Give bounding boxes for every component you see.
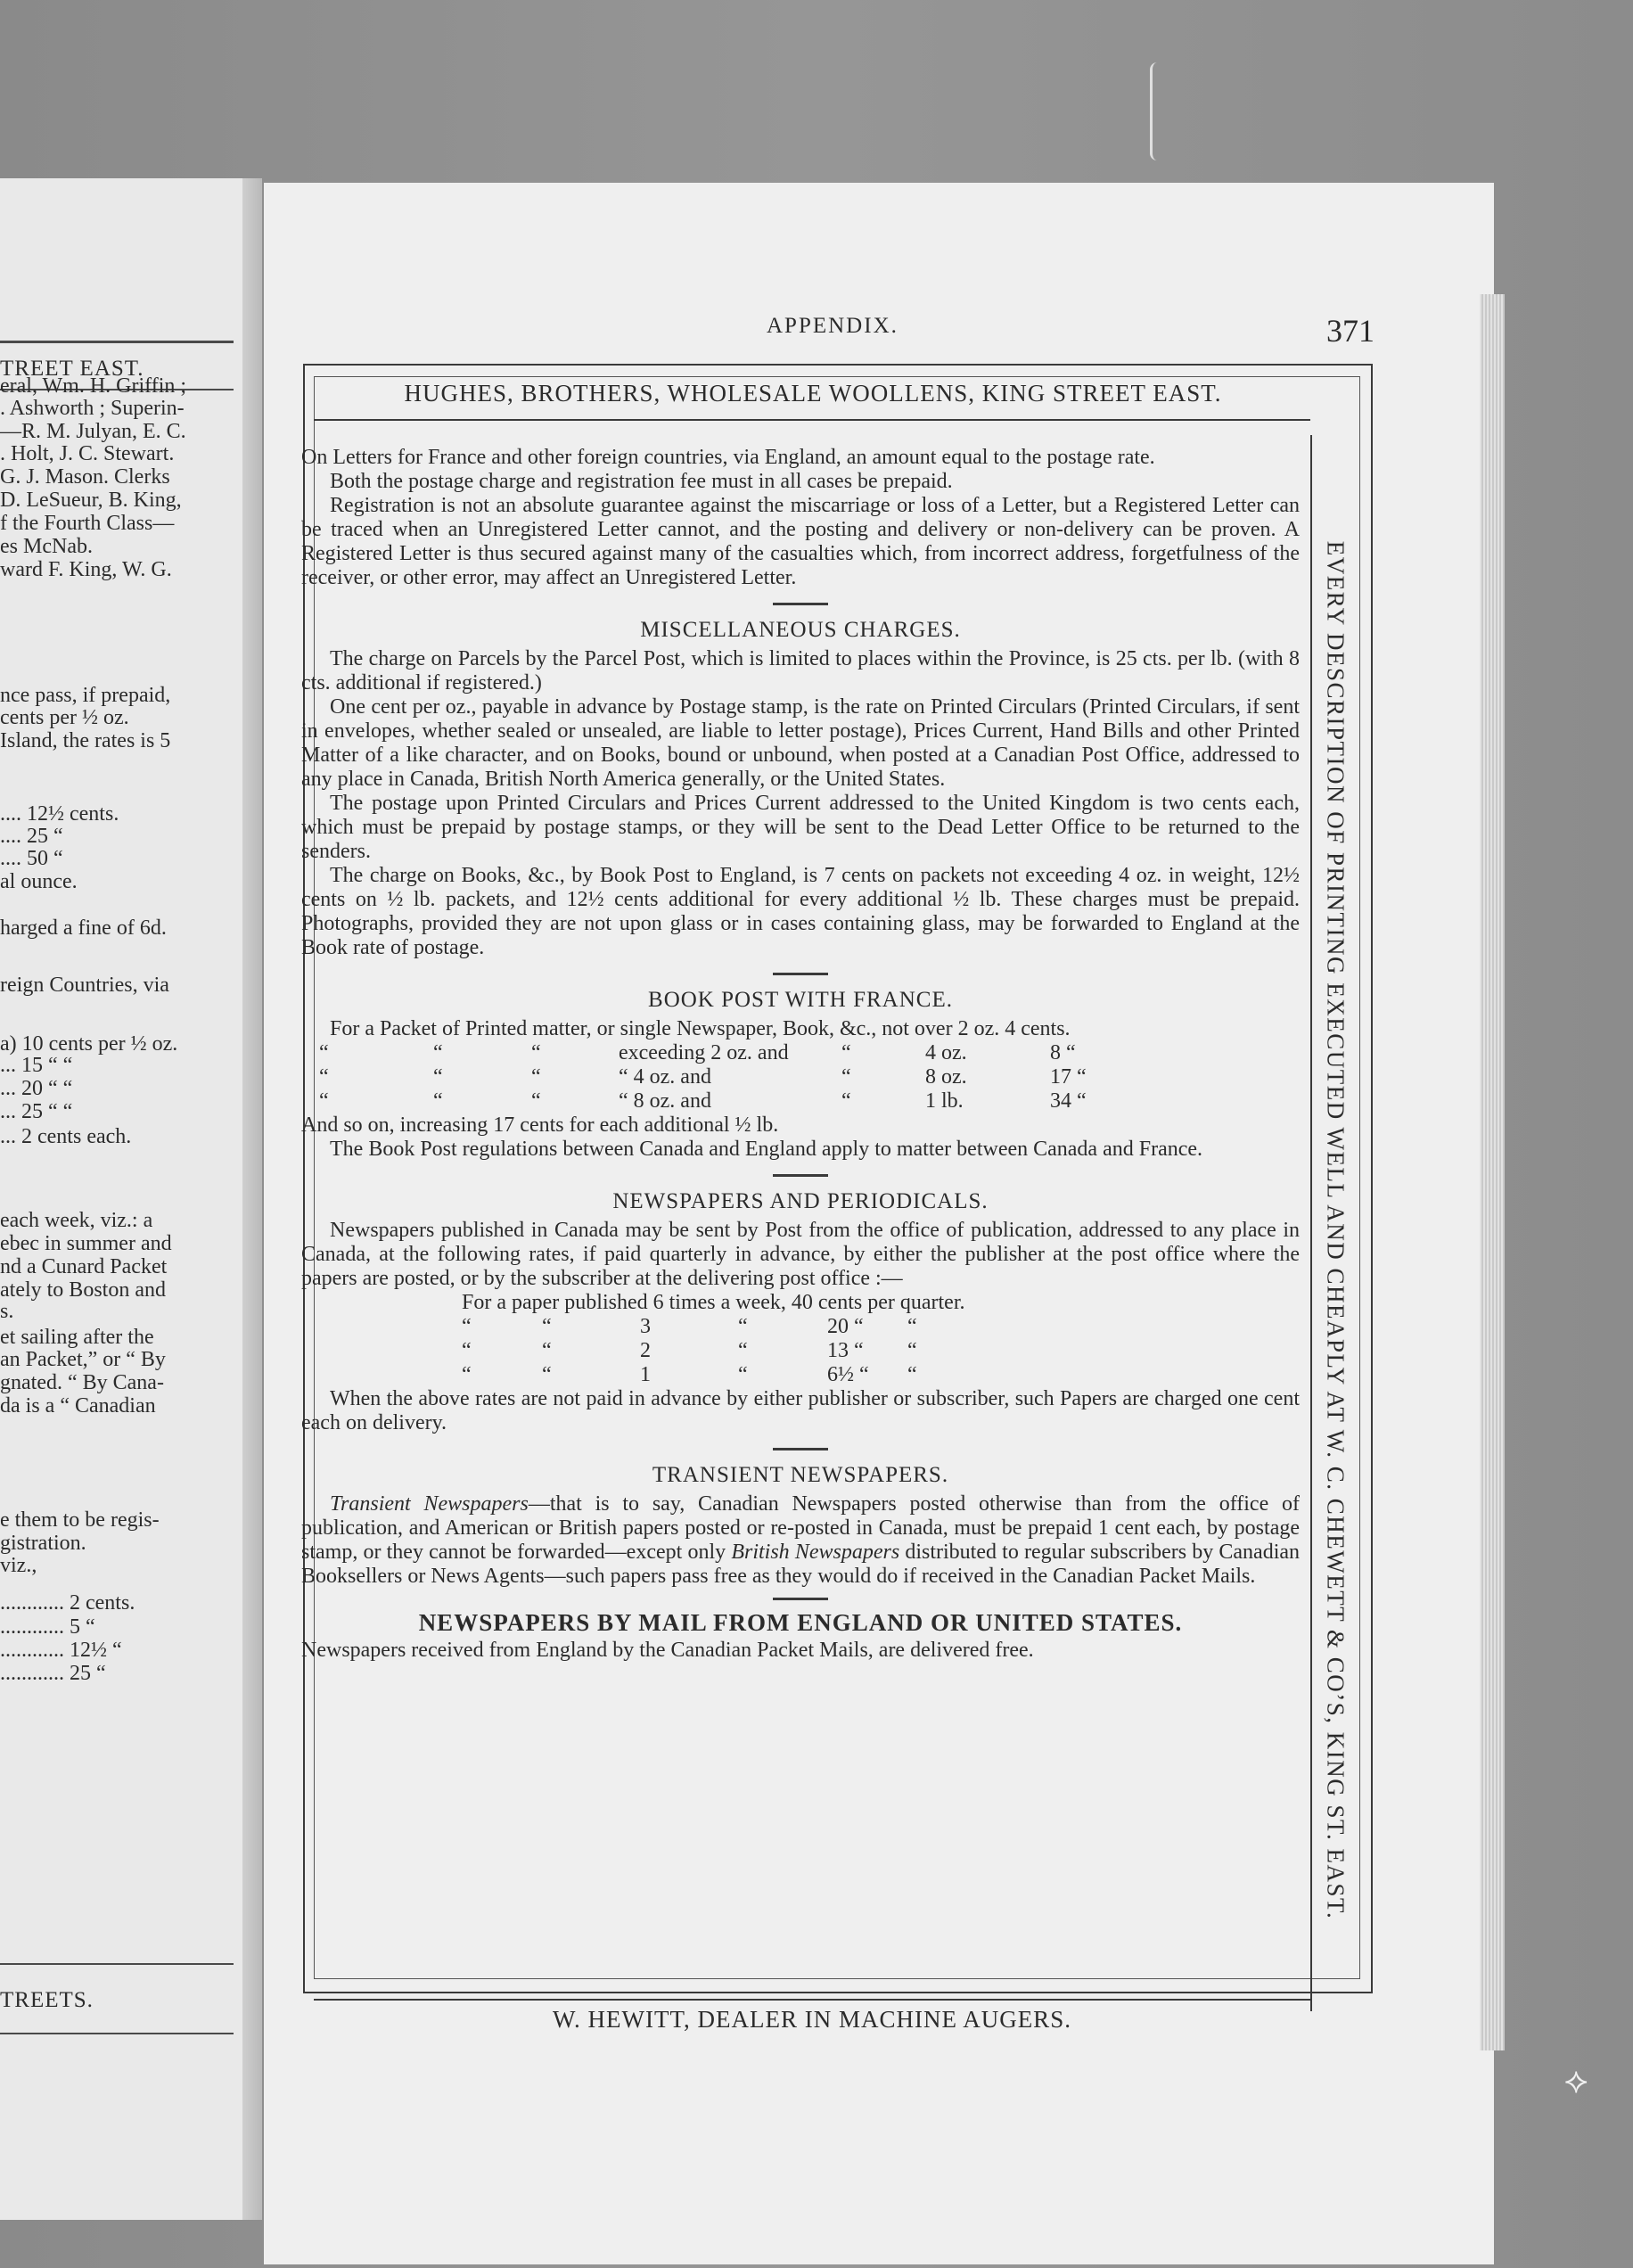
left-footer-header: TREETS.	[0, 1988, 94, 2012]
newspaper-rate-cell: “	[738, 1315, 748, 1338]
left-page-line: s.	[0, 1300, 14, 1323]
misc-paragraph-4: The charge on Books, &c., by Book Post to England, is 7 cents on packets not exceeding 4 oz. in weight, 12½ cents on ½ lb. packets, and 12½ cents additional for every additional ½ lb. These charges must be prepaid. Photographs, provided they are not upon glass or in cases containing glass, may be forwarded to England at the Book rate of postage.	[301, 864, 1300, 959]
transient-text-1: —that is to say, Canadian Newspapers posted otherwise than from the office of publication, and American or British papers posted or re-posted in Canada, must be prepaid 1 cent each, by postage stamp, or they cannot be forwarded—except only	[301, 1492, 1301, 1564]
newspaper-rate-cell: “	[738, 1339, 748, 1362]
left-page-line: .... 50 “	[0, 847, 63, 870]
book-post-cell: 1 lb.	[925, 1089, 964, 1113]
section-divider	[773, 1174, 828, 1177]
running-head: APPENDIX.	[767, 314, 899, 338]
transient-lead: Transient Newspapers	[330, 1492, 529, 1516]
book-post-first-line: For a Packet of Printed matter, or single Newspaper, Book, &c., not over 2 oz. 4 cents.	[330, 1017, 1071, 1040]
section-divider	[773, 1598, 828, 1600]
newspaper-rate-cell: 13 “	[827, 1339, 864, 1362]
book-post-cell: 8 “	[1050, 1041, 1076, 1064]
left-page-line: al ounce.	[0, 870, 78, 893]
newspapers-paragraph-1: Newspapers published in Canada may be sent by Post from the office of publication, addressed to any place in Canada, at the following rates, if paid quarterly in advance, by either the publisher at the post office where the papers are posted, or by the subscriber at the delivering post office :—	[301, 1219, 1300, 1290]
book-post-cell: “	[841, 1089, 851, 1113]
transient-lead-2: British Newspapers	[731, 1541, 900, 1564]
left-footer-rule	[0, 1963, 234, 1965]
left-page-line: D. LeSueur, B. King,	[0, 489, 182, 512]
left-page-line: .... 12½ cents.	[0, 802, 119, 826]
left-page-line: nd a Cunard Packet	[0, 1255, 168, 1278]
page-number: 371	[1326, 313, 1375, 349]
newspapers-heading: NEWSPAPERS AND PERIODICALS.	[612, 1189, 989, 1213]
left-page-line: ... 20 “ “	[0, 1077, 73, 1100]
left-page-line: et sailing after the	[0, 1326, 154, 1349]
book-post-cell: “	[531, 1041, 541, 1064]
left-page-line: gistration.	[0, 1532, 86, 1555]
newspaper-rate-cell: “	[738, 1363, 748, 1386]
left-page-line: an Packet,” or “ By	[0, 1348, 166, 1371]
book-post-note: The Book Post regulations between Canada and England apply to matter between Canada and France.	[330, 1138, 1203, 1161]
book-post-cell: “ 8 oz. and	[619, 1089, 711, 1113]
newspaper-rate-cell: “	[542, 1363, 552, 1386]
left-page-line: nce pass, if prepaid,	[0, 684, 171, 707]
side-ad-rule	[1310, 435, 1312, 2011]
side-advertisement-text: EVERY DESCRIPTION OF PRINTING EXECUTED WELL AND CHEAPLY AT W. C. CHEWETT & CO’S, KING ST. EAST.	[1322, 540, 1350, 1920]
left-page-line: ward F. King, W. G.	[0, 558, 172, 581]
left-page-line: ............ 12½ “	[0, 1639, 122, 1662]
left-page-line: ately to Boston and	[0, 1278, 166, 1302]
newspaper-rate-cell: 1	[640, 1363, 651, 1386]
misc-paragraph-2: One cent per oz., payable in advance by Postage stamp, is the rate on Printed Circulars (Printed Circulars, if sent in envelopes, whether sealed or unsealed, are liable to letter postage), Prices Current, Hand Bills and other Printed Matter of a like character, and on Books, bound or unbound, when posted at a Canadian Post Office, addressed to any place in Canada, British North America generally, or the United States.	[301, 695, 1300, 791]
transient-paragraph	[301, 1492, 1300, 1589]
left-page-line: . Ashworth ; Superin-	[0, 397, 185, 420]
binding-clip-mark	[1150, 62, 1167, 160]
book-post-cell: “	[841, 1065, 851, 1089]
book-post-cell: “	[319, 1041, 329, 1064]
book-post-cell: “	[841, 1041, 851, 1064]
left-header-rule	[0, 341, 234, 343]
left-page-line: da is a “ Canadian	[0, 1394, 156, 1418]
book-post-cell: “	[433, 1041, 443, 1064]
intro-paragraph-3: Registration is not an absolute guarantee against the miscarriage or loss of a Letter, but a Registered Letter can be traced when an Unregistered Letter cannot, and the posting and delivery or non-delivery can be proven. A Registered Letter is thus secured against many of the casualties which, from incorrect address, forgetfulness of the receiver, or other error, may affect an Unregistered Letter.	[301, 494, 1300, 589]
top-advertisement: HUGHES, BROTHERS, WHOLESALE WOOLLENS, KING STREET EAST.	[404, 380, 1222, 407]
left-page-line: ............ 2 cents.	[0, 1591, 135, 1615]
left-page-line: ... 25 “ “	[0, 1100, 73, 1123]
transient-text-2: distributed to regular subscribers by Canadian Booksellers or News Agents—such papers pass free as they would do if received in the Canadian Packet Mails.	[301, 1541, 1301, 1588]
page-content	[301, 446, 1300, 1663]
left-footer-underline	[0, 2033, 234, 2034]
newspaper-rate-cell: “	[542, 1339, 552, 1362]
book-post-cell: “	[531, 1065, 541, 1089]
left-page-line: Island, the rates is 5	[0, 729, 171, 752]
left-page-line: gnated. “ By Cana-	[0, 1371, 164, 1394]
book-post-cell: “	[319, 1089, 329, 1113]
newspaper-rate-cell: “	[907, 1339, 917, 1362]
book-post-cell: “ 4 oz. and	[619, 1065, 711, 1089]
bottom-ad-rule	[314, 1999, 1310, 2001]
left-page-line: . Holt, J. C. Stewart.	[0, 442, 175, 465]
newspaper-rate-cell: 6½ “	[827, 1363, 869, 1386]
newspaper-rate-cell: 20 “	[827, 1315, 864, 1338]
newspaper-rate-cell: “	[907, 1315, 917, 1338]
left-page-line: ... 2 cents each.	[0, 1125, 132, 1148]
left-page-line: cents per ½ oz.	[0, 706, 129, 729]
mail-heading: NEWSPAPERS BY MAIL FROM ENGLAND OR UNITED STATES.	[418, 1609, 1183, 1636]
misc-paragraph-3: The postage upon Printed Circulars and Prices Current addressed to the United Kingdom is two cents each, which must be prepaid by postage stamps, or they will be sent to the Dead Letter Office to be returned to the senders.	[301, 792, 1300, 863]
newspaper-rate-cell: “	[907, 1363, 917, 1386]
top-ad-rule	[314, 419, 1310, 421]
left-page-line: —R. M. Julyan, E. C.	[0, 420, 186, 443]
section-divider	[773, 973, 828, 975]
newspaper-rate-cell: 3	[640, 1315, 651, 1338]
left-page-line: ............ 5 “	[0, 1615, 95, 1639]
book-post-heading: BOOK POST WITH FRANCE.	[648, 988, 953, 1012]
bottom-advertisement: W. HEWITT, DEALER IN MACHINE AUGERS.	[553, 2006, 1071, 2033]
book-post-cell: exceeding 2 oz. and	[619, 1041, 789, 1064]
book-post-cell: “	[433, 1089, 443, 1113]
left-page-line: G. J. Mason. Clerks	[0, 465, 170, 489]
book-post-cell: 17 “	[1050, 1065, 1087, 1089]
side-advertisement	[1314, 464, 1357, 1997]
page-edges	[1480, 294, 1505, 2050]
section-divider	[773, 603, 828, 605]
transient-heading: TRANSIENT NEWSPAPERS.	[652, 1463, 949, 1487]
newspaper-rate-table	[462, 1315, 1300, 1387]
left-page-line: e them to be regis-	[0, 1508, 160, 1532]
left-page-line: es McNab.	[0, 535, 93, 558]
left-page-header: TREET EAST.	[0, 357, 144, 381]
book-post-cell: 4 oz.	[925, 1041, 967, 1064]
book-post-rate-table	[319, 1041, 1300, 1113]
book-post-and-so-on: And so on, increasing 17 cents for each additional ½ lb.	[301, 1113, 779, 1137]
book-post-cell: “	[319, 1065, 329, 1089]
left-page-line: ebec in summer and	[0, 1232, 172, 1255]
misc-heading: MISCELLANEOUS CHARGES.	[640, 618, 961, 642]
mail-paragraph: Newspapers received from England by the Canadian Packet Mails, are delivered free.	[301, 1639, 1034, 1662]
newspaper-rate-cell: “	[462, 1339, 472, 1362]
section-divider	[773, 1448, 828, 1450]
intro-paragraph-1: On Letters for France and other foreign countries, via England, an amount equal to the postage rate.	[301, 446, 1155, 469]
book-post-cell: “	[531, 1089, 541, 1113]
left-page	[0, 178, 260, 2220]
newspapers-first-rate-line: For a paper published 6 times a week, 40 cents per quarter.	[462, 1291, 965, 1314]
left-page-line: ... 15 “ “	[0, 1054, 73, 1077]
newspaper-rate-cell: “	[462, 1315, 472, 1338]
book-post-cell: 8 oz.	[925, 1065, 967, 1089]
left-page-line: viz.,	[0, 1554, 37, 1577]
scanner-mark: ⟡	[1564, 2060, 1588, 2100]
left-page-line: .... 25 “	[0, 825, 63, 848]
newspaper-rate-cell: “	[462, 1363, 472, 1386]
newspaper-rate-cell: 2	[640, 1339, 651, 1362]
newspaper-rate-cell: “	[542, 1315, 552, 1338]
left-page-line: eral, Wm. H. Griffin ;	[0, 374, 187, 398]
left-page-line: f the Fourth Class—	[0, 512, 175, 535]
left-page-line: harged a fine of 6d.	[0, 916, 167, 940]
book-post-cell: “	[433, 1065, 443, 1089]
left-page-line: reign Countries, via	[0, 974, 169, 997]
left-page-line: each week, viz.: a	[0, 1209, 153, 1232]
left-page-gutter	[242, 178, 262, 2220]
left-page-line: ............ 25 “	[0, 1662, 106, 1685]
book-post-cell: 34 “	[1050, 1089, 1087, 1113]
left-page-line: a) 10 cents per ½ oz.	[0, 1032, 178, 1056]
misc-paragraph-1: The charge on Parcels by the Parcel Post, which is limited to places within the Province, is 25 cts. per lb. (with 8 cts. additional if registered.)	[301, 647, 1300, 694]
newspapers-paragraph-2: When the above rates are not paid in advance by either publisher or subscriber, such Papers are charged one cent each on delivery.	[301, 1387, 1300, 1434]
intro-paragraph-2: Both the postage charge and registration fee must in all cases be prepaid.	[330, 470, 953, 493]
